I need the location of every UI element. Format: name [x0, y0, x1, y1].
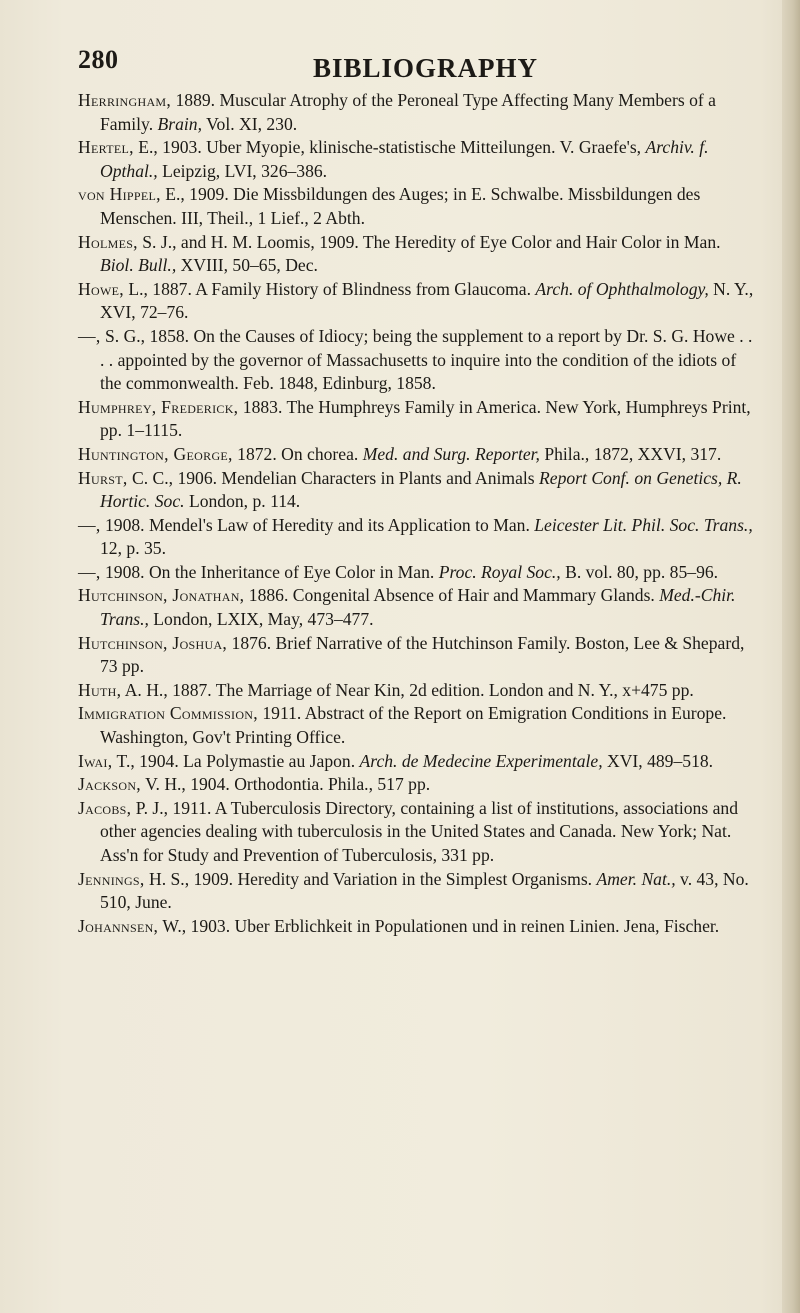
bibliography-entry	[78, 396, 758, 443]
entry-author: —,	[78, 514, 101, 535]
bibliography-entry	[78, 89, 758, 136]
entry-author: Iwai,	[78, 750, 113, 771]
entry-author: Humphrey, Frederick,	[78, 396, 239, 417]
entry-journal: Med.-Chir. Trans.,	[100, 585, 736, 630]
entry-journal: Proc. Royal Soc.,	[438, 561, 561, 582]
bibliography-entry	[78, 231, 758, 278]
entry-details: London, p. 114.	[184, 491, 301, 512]
entry-author: Hutchinson, Joshua,	[78, 632, 228, 653]
bibliography-entry	[78, 679, 758, 703]
bibliography-entry	[78, 561, 758, 585]
entry-author: Herringham,	[78, 90, 172, 110]
bibliography-entry	[78, 136, 758, 183]
entry-text: A. H., 1887. The Marriage of Near Kin, 2d edition. London and N. Y., x+475 pp.	[121, 679, 694, 700]
entry-author: Jennings,	[78, 868, 145, 889]
entry-details: Leipzig, LVI, 326–386.	[157, 160, 328, 181]
bibliography-entry	[78, 750, 758, 774]
entry-details: B. vol. 80, pp. 85–96.	[560, 561, 719, 582]
entry-text: L., 1887. A Family History of Blindness from Glaucoma.	[123, 278, 536, 299]
entry-text: H. S., 1909. Heredity and Variation in the Simplest Organisms.	[144, 868, 597, 889]
entry-journal: Arch. of Ophthalmology,	[535, 278, 709, 299]
bibliography-entry	[78, 467, 758, 514]
entry-text: 1876. Brief Narrative of the Hutchinson Family. Boston, Lee & Shepard, 73 pp.	[100, 632, 745, 677]
entry-author: —,	[78, 561, 101, 582]
entry-author: Hurst,	[78, 467, 128, 488]
entry-author: Huth,	[78, 679, 122, 700]
entry-journal: Brain,	[157, 113, 202, 134]
bibliography-entry	[78, 773, 758, 797]
entry-author: Huntington, George,	[78, 443, 233, 464]
entry-text: 1911. Abstract of the Report on Emigration Conditions in Europe. Washington, Gov't Printing Office.	[100, 703, 727, 748]
entry-details: v. 43, No. 510, June.	[100, 868, 749, 913]
bibliography-list	[78, 89, 758, 938]
entry-text: E., 1903. Uber Myopie, klinische-statistische Mitteilungen. V. Graefe's,	[133, 137, 646, 158]
entry-text: C. C., 1906. Mendelian Characters in Plants and Animals	[127, 467, 540, 488]
entry-text: V. H., 1904. Orthodontia. Phila., 517 pp.	[141, 774, 431, 795]
bibliography-entry	[78, 797, 758, 868]
bibliography-entry	[78, 443, 758, 467]
entry-author: von Hippel,	[78, 184, 161, 205]
entry-journal: Med. and Surg. Reporter,	[362, 443, 540, 464]
entry-text: 1872. On chorea.	[232, 443, 363, 464]
entry-details: N. Y., XVI, 72–76.	[100, 278, 754, 323]
entry-journal: Amer. Nat.,	[596, 868, 676, 889]
entry-details: 12, p. 35.	[100, 538, 166, 559]
entry-text: 1889. Muscular Atrophy of the Peroneal Type Affecting Many Members of a Family.	[100, 90, 716, 134]
bibliography-entry	[78, 514, 758, 561]
page-edge	[782, 0, 800, 1313]
bibliography-entry	[78, 183, 758, 230]
page-number: 280	[78, 45, 119, 74]
running-head: BIBLIOGRAPHY	[313, 53, 539, 83]
entry-text: E., 1909. Die Missbildungen des Auges; in E. Schwalbe. Missbildungen des Menschen. III, Theil., 1 Lief., 2 Abth.	[100, 184, 701, 228]
entry-text: T., 1904. La Polymastie au Japon.	[112, 750, 360, 771]
bibliography-entry	[78, 915, 758, 939]
entry-author: Hutchinson, Jonathan,	[78, 585, 245, 606]
entry-author: Johannsen,	[78, 915, 159, 936]
entry-author: Jacobs,	[78, 797, 132, 818]
entry-text: W., 1903. Uber Erblichkeit in Populationen und in reinen Linien. Jena, Fischer.	[158, 915, 720, 936]
entry-journal: Report Conf. on Genetics, R. Hortic. Soc.	[100, 467, 742, 512]
entry-author: Howe,	[78, 278, 124, 299]
entry-details: Phila., 1872, XXVI, 317.	[539, 443, 722, 464]
entry-author: Holmes,	[78, 231, 138, 252]
entry-author: Jackson,	[78, 774, 141, 795]
entry-text: 1883. The Humphreys Family in America. New York, Humphreys Print, pp. 1–1115.	[100, 396, 751, 441]
entry-author: Hertel,	[78, 137, 134, 158]
bibliography-entry	[78, 584, 758, 631]
entry-text: P. J., 1911. A Tuberculosis Directory, containing a list of institutions, associations and other agencies dealing with tuberculosis in the United States and Canada. New York; Nat. Ass'n for Study and Prevention of Tuberculosis, 331 pp.	[100, 797, 738, 865]
bibliography-entry	[78, 325, 758, 396]
entry-author: Immigration Commission,	[78, 703, 258, 724]
entry-details: XVIII, 50–65, Dec.	[176, 255, 318, 276]
entry-details: London, LXIX, May, 473–477.	[148, 609, 374, 630]
entry-text: 1908. On the Inheritance of Eye Color in Man.	[100, 561, 439, 582]
bibliography-entry	[78, 632, 758, 679]
entry-text: 1908. Mendel's Law of Heredity and its Application to Man.	[100, 514, 535, 535]
entry-text: S. G., 1858. On the Causes of Idiocy; being the supplement to a report by Dr. S. G. Howe . . . . appointed by the governor of Massachusetts to inquire into the condition of the idiots of the commonwealth. Feb. 1848, Edinburg, 1858.	[100, 325, 753, 394]
bibliography-entry	[78, 868, 758, 915]
entry-text: S. J., and H. M. Loomis, 1909. The Heredity of Eye Color and Hair Color in Man.	[137, 231, 721, 252]
entry-journal: Leicester Lit. Phil. Soc. Trans.,	[534, 514, 753, 535]
entry-details: XVI, 489–518.	[602, 750, 714, 771]
page-header	[78, 45, 758, 85]
entry-details: Vol. XI, 230.	[202, 113, 298, 134]
entry-journal: Arch. de Medecine Experimentale,	[359, 750, 603, 771]
entry-journal: Archiv. f. Opthal.,	[100, 137, 709, 181]
entry-journal: Biol. Bull.,	[100, 255, 177, 276]
entry-text: 1886. Congenital Absence of Hair and Mammary Glands.	[244, 585, 660, 606]
entry-author: —,	[78, 325, 101, 346]
bibliography-entry	[78, 278, 758, 325]
bibliography-entry	[78, 702, 758, 749]
